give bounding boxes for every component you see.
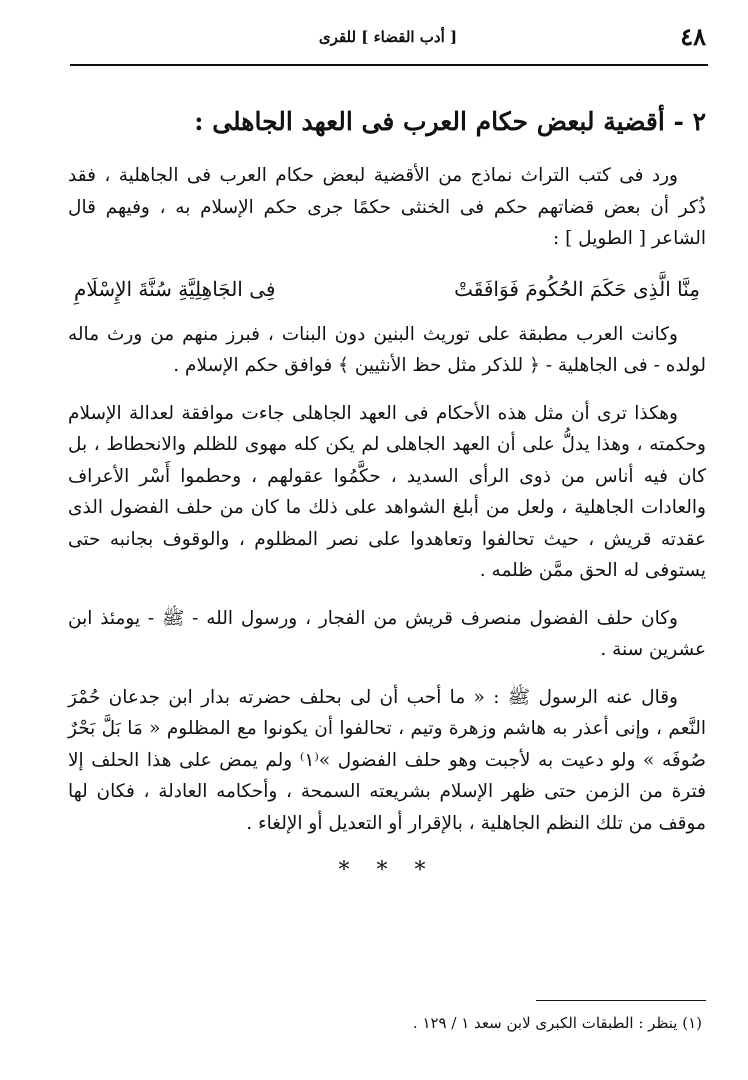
running-head bbox=[70, 22, 706, 62]
footnote-rule bbox=[536, 1000, 706, 1001]
footnote: (١) ينظر : الطبقات الكبرى لابن سعد ١ / ١٢٩ . bbox=[412, 1014, 702, 1032]
section-separator: * * * bbox=[338, 858, 436, 883]
paragraph-5: وقال عنه الرسول ﷺ : « ما أحب أن لى بحلف حضرته بدار ابن جدعان حُمْرَ النَّعم ، وإنى أعذر به هاشم وزهرة وتيم ، تحالفوا أن يكونوا مع المظلوم « مَا بَلَّ بَحْرٌ صُوفَه » ولو دعيت به لأجبت وهو حلف الفضول »⁽١⁾ ولم يمض على هذا الحلف إلا فترة من الزمن حتى ظهر الإسلام بشريعته السمحة ، وأحكامه العادلة ، فكان لها موقف من تلك النظم الجاهلية ، بالإقرار أو التعديل أو الإلغاء . bbox=[68, 686, 706, 834]
paragraph-4: وكان حلف الفضول منصرف قريش من الفجار ، ورسول الله - ﷺ - يومئذ ابن عشرين سنة . bbox=[68, 607, 706, 660]
paragraph-3: وهكذا ترى أن مثل هذه الأحكام فى العهد الجاهلى جاءت موافقة لعدالة الإسلام وحكمته ، وهذا يدلُّ على أن العهد الجاهلى لم يكن كله مهوى للظلم والانحطاط ، بل كان فيه أناس من ذوى الرأى السديد ، حكَّمُوا عقولهم ، وحطموا أَسْر الأعراف والعادات الجاهلية ، ولعل من أبلغ الشواهد على ذلك ما كان من حلف الفضول الذى عقدته قريش ، حيث تحالفوا وتعاهدوا على نصر المظلوم ، والوقوف بجانبه حتى يستوفى له الحق ممَّن ظلمه . bbox=[68, 402, 706, 581]
page-number: ٤٨ bbox=[680, 22, 706, 51]
paragraph-2: وكانت العرب مطبقة على توريث البنين دون البنات ، فبرز منهم من ورث ماله لولده - فى الجاهلية - ﴿ للذكر مثل حظ الأنثيين ﴾ فوافق حكم الإسلام . bbox=[68, 323, 706, 376]
section-heading: ٢ - أقضية لبعض حكام العرب فى العهد الجاهلى : bbox=[194, 107, 706, 136]
poem-verse bbox=[74, 271, 700, 307]
body-text bbox=[68, 160, 706, 887]
paragraph-1: ورد فى كتب التراث نماذج من الأقضية لبعض حكام العرب فى الجاهلية ، فقد ذُكر أن بعض قضاتهم حكم فى الخنثى حكمًا جرى حكم الإسلام به ، وفيهم قال الشاعر [ الطويل ] : bbox=[68, 165, 706, 249]
running-title: [ أدب القضاء ] للقرى bbox=[318, 28, 458, 46]
verse-second-hemistich: فِى الجَاهِلِيَّةِ سُنَّةَ الإِسْلَامِ bbox=[74, 276, 276, 301]
header-rule bbox=[70, 64, 708, 66]
verse-first-hemistich: مِنَّا الَّذِى حَكَمَ الحُكُومَ فَوَافَقَتْ bbox=[454, 276, 700, 301]
